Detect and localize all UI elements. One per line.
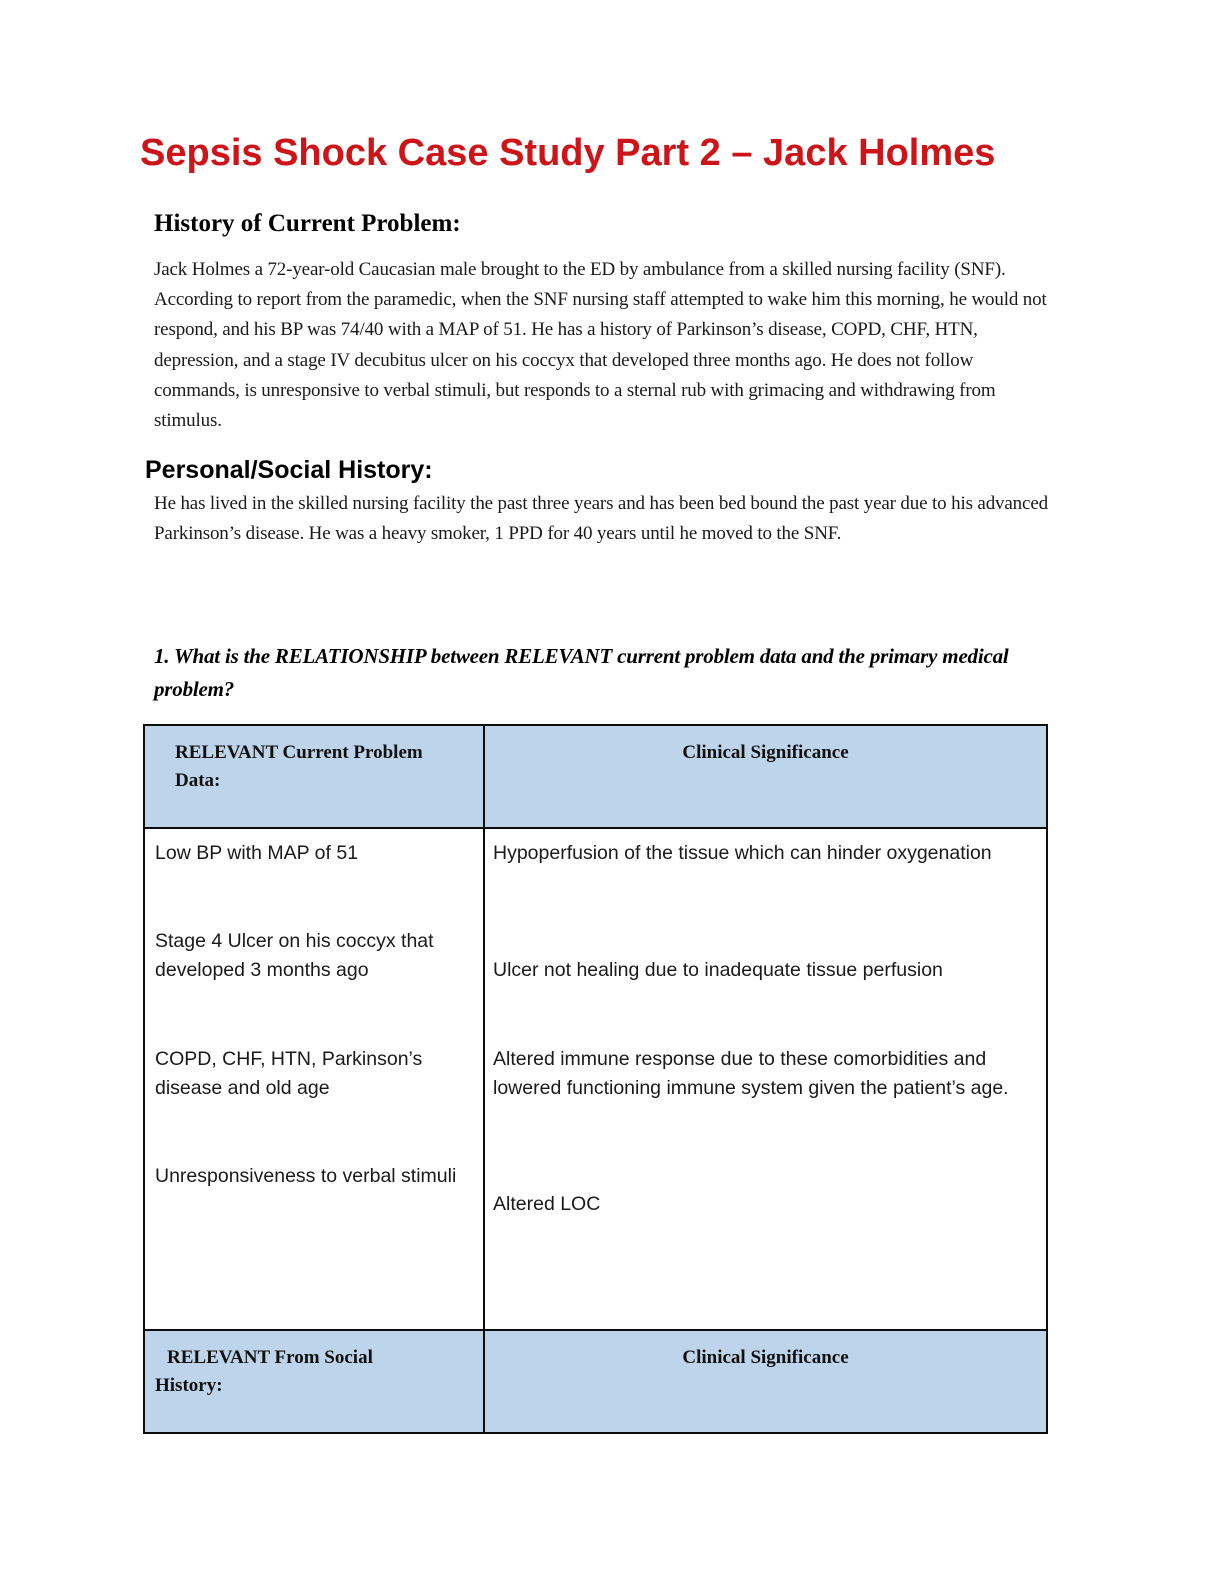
significance-item-bp[interactable]: Hypoperfusion of the tissue which can hinder oxygenation <box>493 842 992 864</box>
header-relevant-social-line2: History: <box>155 1375 223 1396</box>
significance-item-ulcer[interactable]: Ulcer not healing due to inadequate tissue perfusion <box>493 959 943 981</box>
document-title: Sepsis Shock Case Study Part 2 – Jack Holmes <box>140 132 996 174</box>
header-social-clinical-significance: Clinical Significance <box>484 1330 1047 1433</box>
data-item-ulcer[interactable]: Stage 4 Ulcer on his coccyx that developed 3 months ago <box>155 930 434 981</box>
table-body-row <box>144 828 1047 1330</box>
significance-item-loc[interactable]: Altered LOC <box>493 1193 601 1215</box>
question-1: 1. What is the RELATIONSHIP between RELEVANT current problem data and the primary medical problem? <box>154 644 1009 701</box>
social-header-row <box>144 1330 1047 1433</box>
social-history-paragraph: He has lived in the skilled nursing facility the past three years and has been bed bound the past year due to his advanced Parkinson’s disease. He was a heavy smoker, 1 PPD for 40 years until he moved to the SNF. <box>154 493 1048 545</box>
header-clinical-significance: Clinical Significance <box>484 725 1047 828</box>
significance-item-comorbidities[interactable]: Altered immune response due to these comorbidities and lowered functioning immune system given the patient’s age. <box>493 1048 1009 1099</box>
history-paragraph: Jack Holmes a 72-year-old Caucasian male brought to the ED by ambulance from a skilled nursing facility (SNF). According to report from the paramedic, when the SNF nursing staff attempted to wake him this morning, he would not respond, and his BP was 74/40 with a MAP of 51. He has a history of Parkinson’s disease, COPD, CHF, HTN, depression, and a stage IV decubitus ulcer on his coccyx that developed three months ago. He does not follow commands, is unresponsive to verbal stimuli, but responds to a sternal rub with grimacing and withdrawing from stimulus. <box>154 259 1047 432</box>
social-history-heading: Personal/Social History: <box>145 456 433 484</box>
table-header-row <box>144 725 1047 828</box>
data-item-comorbidities[interactable]: COPD, CHF, HTN, Parkinson’s disease and old age <box>155 1048 423 1099</box>
header-relevant-data: RELEVANT Current Problem Data: <box>144 725 484 828</box>
header-relevant-social-line1: RELEVANT From Social <box>167 1347 373 1368</box>
history-heading: History of Current Problem: <box>154 210 461 237</box>
data-item-bp[interactable]: Low BP with MAP of 51 <box>155 842 359 864</box>
clinical-significance-column <box>484 828 1047 1330</box>
relevant-data-column <box>144 828 484 1330</box>
header-relevant-social <box>144 1330 484 1433</box>
relevance-table <box>143 724 1048 1434</box>
data-item-unresponsiveness[interactable]: Unresponsiveness to verbal stimuli <box>155 1165 457 1187</box>
